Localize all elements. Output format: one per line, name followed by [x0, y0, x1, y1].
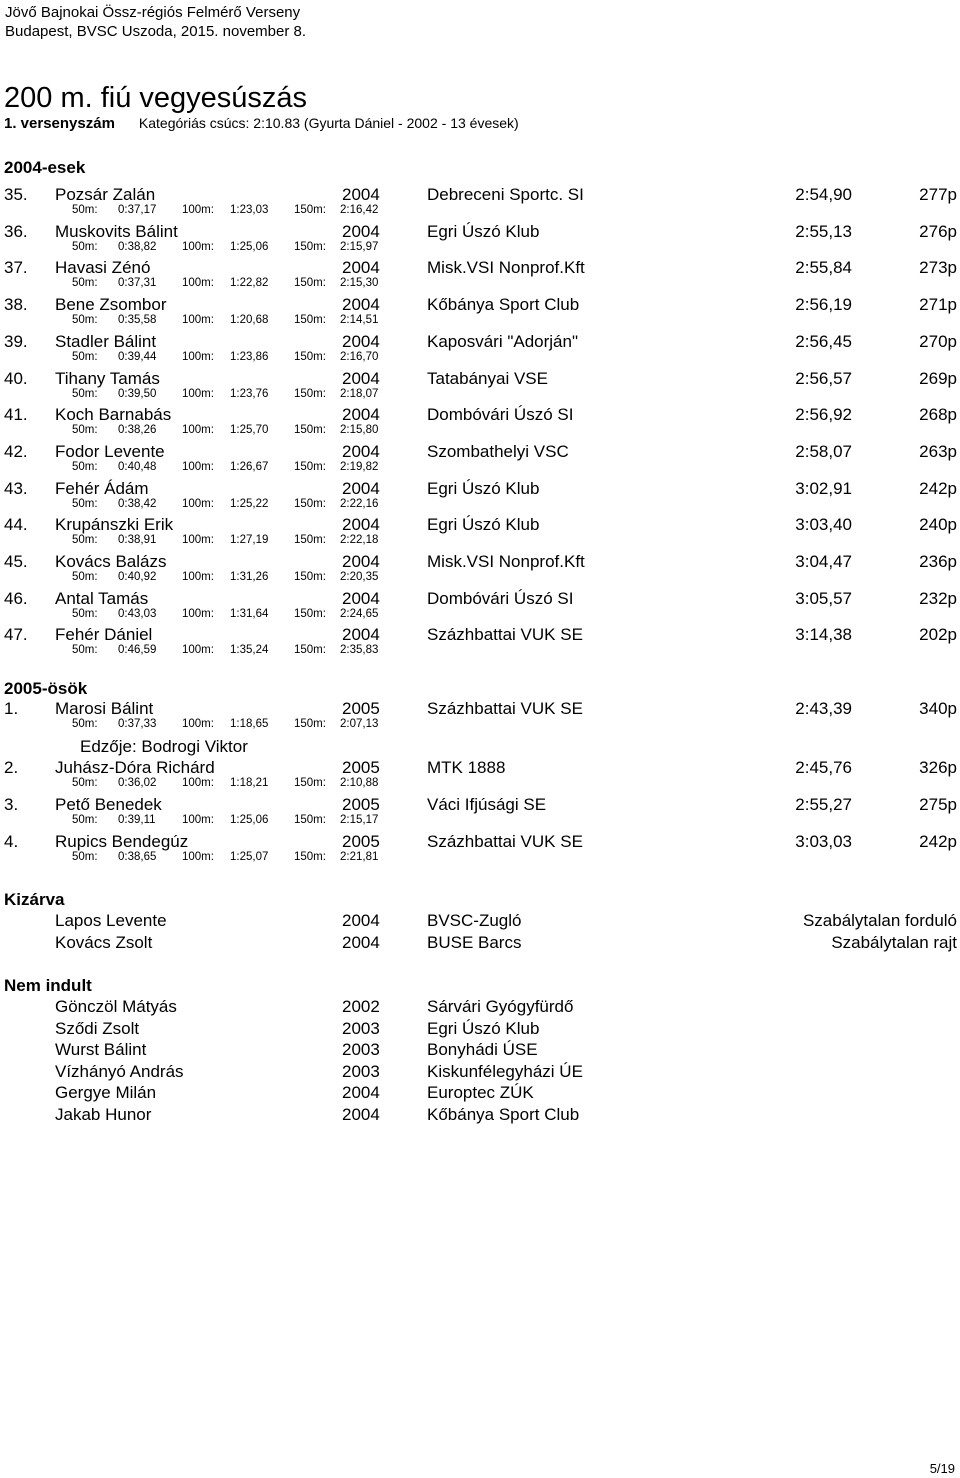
rank: 42. [4, 442, 28, 461]
split-label: 150m: [294, 241, 326, 253]
rank: 4. [4, 832, 19, 851]
birth-year: 2002 [342, 997, 380, 1016]
split-label: 50m: [72, 351, 98, 363]
split-50m: 0:40,48 [118, 461, 157, 473]
split-label: 50m: [72, 241, 98, 253]
rank: 47. [4, 625, 28, 644]
split-label: 50m: [72, 314, 98, 326]
category-record: Kategóriás csúcs: 2:10.83 (Gyurta Dániel - 2002 - 13 évesek) [138, 115, 519, 131]
split-150m: 2:15,30 [340, 277, 379, 289]
split-150m: 2:35,83 [340, 644, 379, 656]
final-time: 2:58,07 [795, 442, 852, 461]
split-150m: 2:22,16 [340, 498, 379, 510]
not-started-row [0, 1084, 960, 1106]
club-name: Kaposvári "Adorján" [427, 332, 578, 351]
split-label: 100m: [182, 424, 214, 436]
birth-year: 2005 [342, 832, 380, 851]
points: 270p [919, 332, 957, 351]
split-label: 100m: [182, 388, 214, 400]
split-label: 100m: [182, 241, 214, 253]
split-50m: 0:39,44 [118, 351, 157, 363]
event-number: 1. versenyszám [4, 115, 115, 132]
points: 268p [919, 405, 957, 424]
split-label: 50m: [72, 851, 98, 863]
split-50m: 0:38,91 [118, 534, 157, 546]
club-name: Debreceni Sportc. SI [427, 185, 584, 204]
final-time: 3:03,40 [795, 515, 852, 534]
split-150m: 2:19,82 [340, 461, 379, 473]
club-name: Dombóvári Úszó SI [427, 405, 574, 424]
rank: 2. [4, 758, 19, 777]
final-time: 3:04,47 [795, 552, 852, 571]
points: 236p [919, 552, 957, 571]
final-time: 2:56,57 [795, 369, 852, 388]
event-title: 200 m. fiú vegyesúszás [4, 82, 308, 114]
split-150m: 2:15,80 [340, 424, 379, 436]
swimmer-name: Marosi Bálint [55, 699, 154, 718]
club-name: Egri Úszó Klub [427, 479, 540, 498]
split-label: 50m: [72, 571, 98, 583]
points: 275p [919, 795, 957, 814]
split-label: 50m: [72, 277, 98, 289]
final-time: 2:56,92 [795, 405, 852, 424]
birth-year: 2003 [342, 1019, 380, 1038]
split-label: 100m: [182, 608, 214, 620]
split-label: 50m: [72, 534, 98, 546]
points: 276p [919, 222, 957, 241]
swimmer-name: Vízhányó András [55, 1062, 184, 1081]
swimmer-name: Jakab Hunor [55, 1105, 152, 1124]
points: 242p [919, 832, 957, 851]
swimmer-name: Sződi Zsolt [55, 1019, 140, 1038]
rank: 36. [4, 222, 28, 241]
not-started-row [0, 998, 960, 1020]
split-150m: 2:24,65 [340, 608, 379, 620]
split-label: 150m: [294, 814, 326, 826]
split-label: 100m: [182, 851, 214, 863]
split-label: 50m: [72, 498, 98, 510]
birth-year: 2004 [342, 625, 380, 644]
birth-year: 2004 [342, 1083, 380, 1102]
split-100m: 1:25,06 [230, 241, 269, 253]
split-100m: 1:18,65 [230, 718, 269, 730]
birth-year: 2004 [342, 933, 380, 952]
rank: 37. [4, 258, 28, 277]
club-name: Egri Úszó Klub [427, 1019, 540, 1038]
points: 271p [919, 295, 957, 314]
split-150m: 2:07,13 [340, 718, 379, 730]
swimmer-name: Gergye Milán [55, 1083, 157, 1102]
split-150m: 2:15,97 [340, 241, 379, 253]
club-name: Kőbánya Sport Club [427, 295, 580, 314]
birth-year: 2005 [342, 795, 380, 814]
birth-year: 2003 [342, 1040, 380, 1059]
birth-year: 2004 [342, 332, 380, 351]
group-heading: 2004-esek [4, 158, 86, 177]
split-label: 150m: [294, 424, 326, 436]
swimmer-name: Gönczöl Mátyás [55, 997, 177, 1016]
final-time: 2:45,76 [795, 758, 852, 777]
swimmer-name: Fehér Dániel [55, 625, 153, 644]
split-label: 150m: [294, 314, 326, 326]
rank: 38. [4, 295, 28, 314]
birth-year: 2004 [342, 589, 380, 608]
split-50m: 0:38,82 [118, 241, 157, 253]
split-50m: 0:46,59 [118, 644, 157, 656]
group-heading: 2005-ösök [4, 679, 88, 698]
not-started-row [0, 1020, 960, 1042]
split-100m: 1:31,64 [230, 608, 269, 620]
split-100m: 1:25,70 [230, 424, 269, 436]
split-50m: 0:36,02 [118, 777, 157, 789]
club-name: BVSC-Zugló [427, 911, 522, 930]
rank: 1. [4, 699, 19, 718]
birth-year: 2004 [342, 405, 380, 424]
split-label: 150m: [294, 351, 326, 363]
split-50m: 0:38,42 [118, 498, 157, 510]
split-label: 100m: [182, 814, 214, 826]
not-started-row [0, 1041, 960, 1063]
club-name: Váci Ifjúsági SE [427, 795, 547, 814]
split-label: 100m: [182, 204, 214, 216]
disqualified-row [0, 912, 960, 934]
split-label: 50m: [72, 608, 98, 620]
points: 277p [919, 185, 957, 204]
split-100m: 1:25,22 [230, 498, 269, 510]
event-subtitle [4, 116, 519, 131]
club-name: Sárvári Gyógyfürdő [427, 997, 574, 1016]
split-label: 150m: [294, 718, 326, 730]
swimmer-name: Antal Tamás [55, 589, 149, 608]
split-150m: 2:16,70 [340, 351, 379, 363]
club-name: Europtec ZÚK [427, 1083, 534, 1102]
split-label: 50m: [72, 814, 98, 826]
birth-year: 2004 [342, 552, 380, 571]
split-label: 150m: [294, 461, 326, 473]
birth-year: 2004 [342, 185, 380, 204]
disqualified-heading: Kizárva [4, 890, 65, 909]
swimmer-name: Rupics Bendegúz [55, 832, 189, 851]
club-name: BUSE Barcs [427, 933, 522, 952]
swimmer-name: Pető Benedek [55, 795, 162, 814]
split-150m: 2:16,42 [340, 204, 379, 216]
split-label: 150m: [294, 608, 326, 620]
split-label: 100m: [182, 718, 214, 730]
split-100m: 1:23,03 [230, 204, 269, 216]
split-label: 150m: [294, 204, 326, 216]
points: 232p [919, 589, 957, 608]
club-name: Szombathelyi VSC [427, 442, 569, 461]
split-100m: 1:23,86 [230, 351, 269, 363]
split-label: 150m: [294, 388, 326, 400]
final-time: 2:56,19 [795, 295, 852, 314]
split-50m: 0:35,58 [118, 314, 157, 326]
birth-year: 2004 [342, 515, 380, 534]
club-name: Dombóvári Úszó SI [427, 589, 574, 608]
points: 242p [919, 479, 957, 498]
final-time: 3:05,57 [795, 589, 852, 608]
split-label: 150m: [294, 534, 326, 546]
birth-year: 2003 [342, 1062, 380, 1081]
club-name: Kőbánya Sport Club [427, 1105, 580, 1124]
swimmer-name: Krupánszki Erik [55, 515, 174, 534]
swimmer-name: Fehér Ádám [55, 479, 149, 498]
split-label: 100m: [182, 351, 214, 363]
rank: 40. [4, 369, 28, 388]
split-label: 100m: [182, 498, 214, 510]
points: 202p [919, 625, 957, 644]
split-100m: 1:20,68 [230, 314, 269, 326]
split-label: 50m: [72, 777, 98, 789]
split-label: 100m: [182, 644, 214, 656]
split-50m: 0:40,92 [118, 571, 157, 583]
split-100m: 1:26,67 [230, 461, 269, 473]
split-label: 100m: [182, 277, 214, 289]
split-100m: 1:25,07 [230, 851, 269, 863]
points: 240p [919, 515, 957, 534]
split-50m: 0:38,65 [118, 851, 157, 863]
split-100m: 1:23,76 [230, 388, 269, 400]
birth-year: 2005 [342, 758, 380, 777]
split-100m: 1:35,24 [230, 644, 269, 656]
points: 269p [919, 369, 957, 388]
birth-year: 2004 [342, 1105, 380, 1124]
swimmer-name: Kovács Zsolt [55, 933, 153, 952]
split-50m: 0:37,31 [118, 277, 157, 289]
club-name: Egri Úszó Klub [427, 515, 540, 534]
split-100m: 1:22,82 [230, 277, 269, 289]
birth-year: 2004 [342, 369, 380, 388]
rank: 45. [4, 552, 28, 571]
swimmer-name: Kovács Balázs [55, 552, 167, 571]
swimmer-name: Koch Barnabás [55, 405, 172, 424]
swimmer-name: Wurst Bálint [55, 1040, 147, 1059]
rank: 3. [4, 795, 19, 814]
swimmer-name: Lapos Levente [55, 911, 167, 930]
split-label: 100m: [182, 461, 214, 473]
split-label: 50m: [72, 388, 98, 400]
disqualified-row [0, 934, 960, 956]
split-150m: 2:20,35 [340, 571, 379, 583]
split-50m: 0:37,33 [118, 718, 157, 730]
split-150m: 2:10,88 [340, 777, 379, 789]
final-time: 2:56,45 [795, 332, 852, 351]
birth-year: 2004 [342, 479, 380, 498]
birth-year: 2004 [342, 258, 380, 277]
split-150m: 2:18,07 [340, 388, 379, 400]
swimmer-name: Muskovits Bálint [55, 222, 178, 241]
birth-year: 2004 [342, 295, 380, 314]
not-started-row [0, 1106, 960, 1128]
split-50m: 0:43,03 [118, 608, 157, 620]
points: 326p [919, 758, 957, 777]
split-150m: 2:21,81 [340, 851, 379, 863]
venue-date: Budapest, BVSC Uszoda, 2015. november 8. [5, 23, 307, 40]
rank: 41. [4, 405, 28, 424]
club-name: Kiskunfélegyházi ÚE [427, 1062, 583, 1081]
disqualification-reason: Szabálytalan forduló [802, 911, 957, 930]
swimmer-name: Pozsár Zalán [55, 185, 156, 204]
club-name: MTK 1888 [427, 758, 506, 777]
final-time: 2:55,84 [795, 258, 852, 277]
split-label: 100m: [182, 534, 214, 546]
split-50m: 0:37,17 [118, 204, 157, 216]
swimmer-name: Fodor Levente [55, 442, 165, 461]
club-name: Tatabányai VSE [427, 369, 548, 388]
split-150m: 2:22,18 [340, 534, 379, 546]
swimmer-name: Juhász-Dóra Richárd [55, 758, 215, 777]
rank: 46. [4, 589, 28, 608]
rank: 44. [4, 515, 28, 534]
club-name: Százhbattai VUK SE [427, 832, 583, 851]
rank: 43. [4, 479, 28, 498]
swimmer-name: Tihany Tamás [55, 369, 160, 388]
birth-year: 2004 [342, 911, 380, 930]
split-100m: 1:27,19 [230, 534, 269, 546]
final-time: 2:54,90 [795, 185, 852, 204]
swimmer-name: Bene Zsombor [55, 295, 167, 314]
final-time: 3:03,03 [795, 832, 852, 851]
club-name: Misk.VSI Nonprof.Kft [427, 258, 585, 277]
club-name: Misk.VSI Nonprof.Kft [427, 552, 585, 571]
split-label: 100m: [182, 777, 214, 789]
split-label: 100m: [182, 314, 214, 326]
split-label: 150m: [294, 571, 326, 583]
split-label: 50m: [72, 644, 98, 656]
page-number: 5/19 [929, 1461, 955, 1476]
rank: 35. [4, 185, 28, 204]
coach-name: Edzője: Bodrogi Viktor [80, 737, 248, 756]
disqualification-reason: Szabálytalan rajt [831, 933, 957, 952]
split-label: 50m: [72, 461, 98, 473]
birth-year: 2005 [342, 699, 380, 718]
not-started-heading: Nem indult [4, 976, 92, 995]
split-100m: 1:18,21 [230, 777, 269, 789]
split-100m: 1:25,06 [230, 814, 269, 826]
split-label: 150m: [294, 851, 326, 863]
split-label: 50m: [72, 718, 98, 730]
club-name: Százhbattai VUK SE [427, 699, 583, 718]
split-50m: 0:39,50 [118, 388, 157, 400]
competition-name: Jövő Bajnokai Össz-régiós Felmérő Verseny [5, 4, 301, 21]
split-label: 50m: [72, 204, 98, 216]
final-time: 3:14,38 [795, 625, 852, 644]
final-time: 2:55,13 [795, 222, 852, 241]
split-label: 150m: [294, 644, 326, 656]
birth-year: 2004 [342, 222, 380, 241]
points: 340p [919, 699, 957, 718]
birth-year: 2004 [342, 442, 380, 461]
split-50m: 0:38,26 [118, 424, 157, 436]
points: 273p [919, 258, 957, 277]
split-150m: 2:14,51 [340, 314, 379, 326]
split-label: 150m: [294, 498, 326, 510]
split-label: 150m: [294, 777, 326, 789]
final-time: 2:55,27 [795, 795, 852, 814]
club-name: Egri Úszó Klub [427, 222, 540, 241]
not-started-row [0, 1063, 960, 1085]
club-name: Százhbattai VUK SE [427, 625, 583, 644]
points: 263p [919, 442, 957, 461]
final-time: 2:43,39 [795, 699, 852, 718]
split-100m: 1:31,26 [230, 571, 269, 583]
split-50m: 0:39,11 [118, 814, 156, 826]
rank: 39. [4, 332, 28, 351]
swimmer-name: Stadler Bálint [55, 332, 157, 351]
split-label: 50m: [72, 424, 98, 436]
final-time: 3:02,91 [795, 479, 852, 498]
split-label: 100m: [182, 571, 214, 583]
split-150m: 2:15,17 [340, 814, 379, 826]
split-label: 150m: [294, 277, 326, 289]
club-name: Bonyhádi ÚSE [427, 1040, 538, 1059]
swimmer-name: Havasi Zénó [55, 258, 151, 277]
